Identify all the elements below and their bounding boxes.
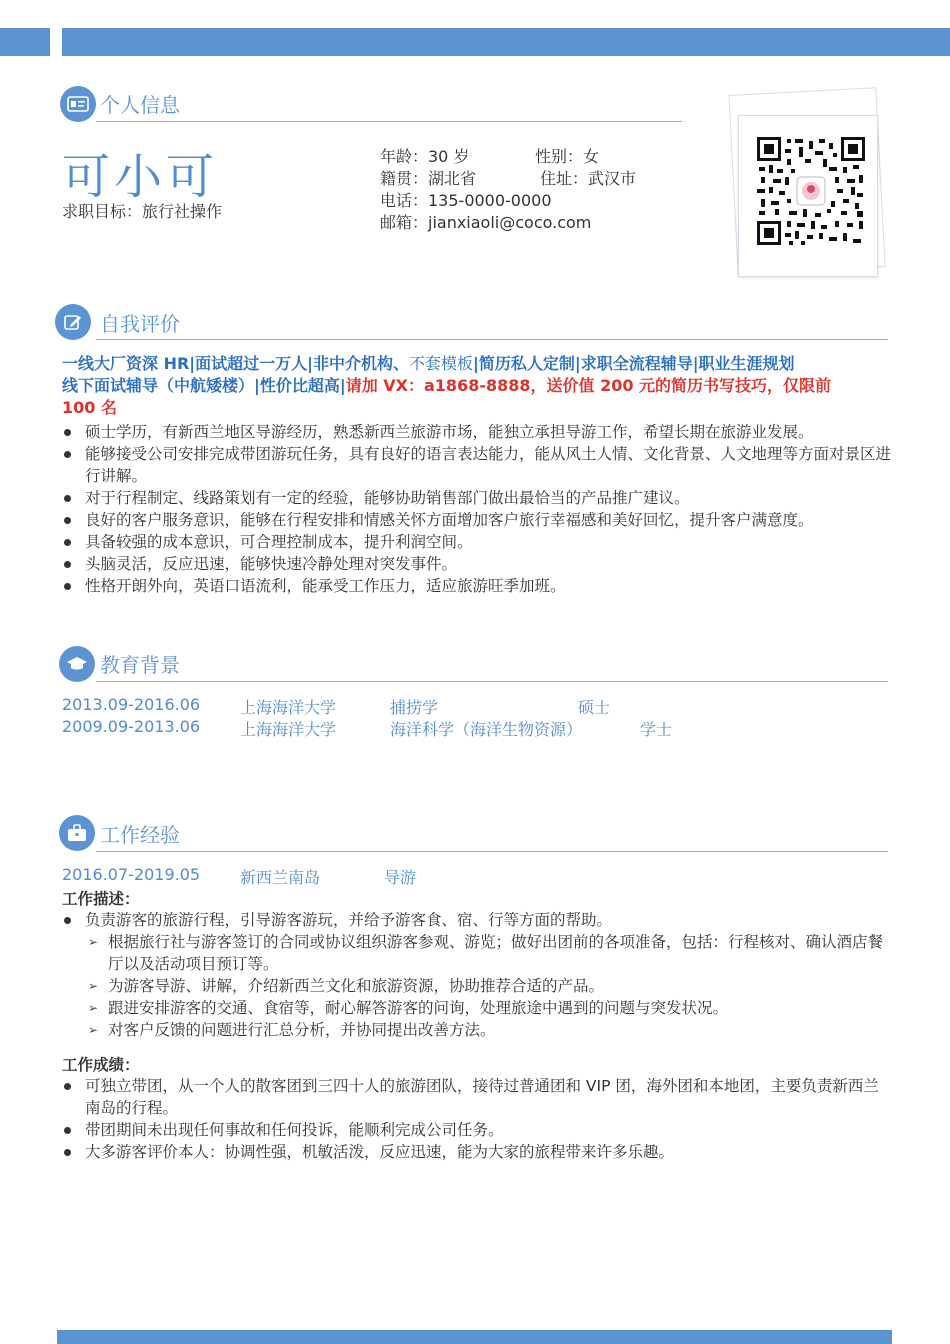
ad-line-3: 100 名 (62, 398, 117, 417)
list-item: 带团期间未出现任何事故和任何投诉，能顺利完成公司任务。 (62, 1119, 892, 1141)
sub-list-item: ➢ 对客户反馈的问题进行汇总分析，并协同提出改善方法。 (88, 1021, 496, 1039)
info-phone: 电话：135-0000-0000 (380, 191, 552, 210)
work-desc-list (62, 909, 892, 1041)
section-title-personal: 个人信息 (100, 93, 180, 117)
job-objective: 求职目标：旅行社操作 (62, 202, 223, 221)
list-item: 良好的客户服务意识，能够在行程安排和情感关怀方面增加客户旅行幸福感和美好回忆，提升客户满意度。 (62, 509, 892, 531)
sub-list-item: ➢ 为游客导游、讲解，介绍新西兰文化和旅游资源，协助推荐合适的产品。 (88, 977, 605, 995)
footer-bar (57, 1330, 892, 1344)
work-result-label: 工作成绩： (62, 1056, 140, 1074)
header-bar-left (0, 28, 50, 56)
section-title-work: 工作经验 (100, 823, 180, 847)
candidate-name: 可小可 (62, 149, 219, 205)
section-divider (96, 121, 682, 122)
list-item: 可独立带团，从一个人的散客团到三四十人的旅游团队，接待过普通团和 VIP 团，海外团和本地团，主要负责新西兰南岛的行程。 (62, 1075, 892, 1119)
work-date: 2016.07-2019.05 (62, 865, 201, 884)
edu-school: 上海海洋大学 (240, 720, 337, 739)
info-email: 邮箱：jianxiaoli@coco.com (380, 213, 592, 232)
ad-line-2: 线下面试辅导（中航矮楼）|性价比超高|请加 VX：a1868-8888，送价值 200 元的简历书写技巧，仅限前 (62, 376, 832, 395)
work-role: 导游 (384, 868, 417, 887)
list-item: 头脑灵活，反应迅速，能够快速冷静处理对突发事件。 (62, 553, 892, 575)
section-title-self-eval: 自我评价 (100, 312, 180, 336)
ad-text (62, 353, 892, 419)
id-card-icon (60, 86, 96, 122)
list-item: 具备较强的成本意识，可合理控制成本，提升利润空间。 (62, 531, 892, 553)
edu-major: 海洋科学（海洋生物资源） (390, 720, 583, 739)
edu-date: 2013.09-2016.06 (62, 695, 201, 714)
section-divider (96, 851, 888, 852)
info-native: 籍贯：湖北省 (380, 169, 477, 188)
list-item: 性格开朗外向，英语口语流利，能承受工作压力，适应旅游旺季加班。 (62, 575, 892, 597)
section-title-education: 教育背景 (100, 653, 180, 677)
section-divider (96, 339, 888, 340)
edu-degree: 硕士 (578, 698, 611, 717)
section-divider (96, 681, 888, 682)
graduation-cap-icon (59, 646, 95, 682)
info-gender: 性别：女 (535, 147, 600, 166)
sub-list-item: ➢ 根据旅行社与游客签订的合同或协议组织游客参观、游览；做好出团前的各项准备，包括：行程核对、确认酒店餐厅以及活动项目预订等。 (88, 933, 884, 973)
work-company: 新西兰南岛 (240, 868, 321, 887)
work-desc-label: 工作描述： (62, 890, 140, 908)
sub-list-item: ➢ 跟进安排游客的交通、食宿等，耐心解答游客的问询，处理旅途中遇到的问题与突发状况。 (88, 999, 729, 1017)
list-item: 能够接受公司安排完成带团游玩任务，具有良好的语言表达能力，能从风土人情、文化背景、人文地理等方面对景区进行讲解。 (62, 443, 892, 487)
edu-school: 上海海洋大学 (240, 698, 337, 717)
list-item: 大多游客评价本人：协调性强，机敏活泼，反应迅速，能为大家的旅程带来许多乐趣。 (62, 1141, 892, 1163)
edu-major: 捕捞学 (390, 698, 439, 717)
briefcase-icon (59, 815, 95, 851)
info-address: 住址：武汉市 (540, 169, 637, 188)
edit-icon (55, 304, 91, 340)
ad-line-1: 一线大厂资深 HR|面试超过一万人|非中介机构、不套模板|简历私人定制|求职全流程辅导|职业生涯规划 (62, 354, 795, 373)
list-item: 负责游客的旅游行程，引导游客游玩，并给予游客食、宿、行等方面的帮助。 (62, 909, 892, 931)
list-item: 对于行程制定、线路策划有一定的经验，能够协助销售部门做出最恰当的产品推广建议。 (62, 487, 892, 509)
self-eval-list (62, 421, 892, 597)
qr-code (739, 116, 879, 278)
work-result-list (62, 1075, 892, 1163)
header-bar-right (62, 28, 950, 56)
qr-code-card (738, 115, 878, 277)
list-item: 硕士学历，有新西兰地区导游经历，熟悉新西兰旅游市场，能独立承担导游工作，希望长期在旅游业发展。 (62, 421, 892, 443)
edu-degree: 学士 (640, 720, 673, 739)
info-age: 年龄：30 岁 (380, 147, 470, 166)
edu-date: 2009.09-2013.06 (62, 717, 201, 736)
